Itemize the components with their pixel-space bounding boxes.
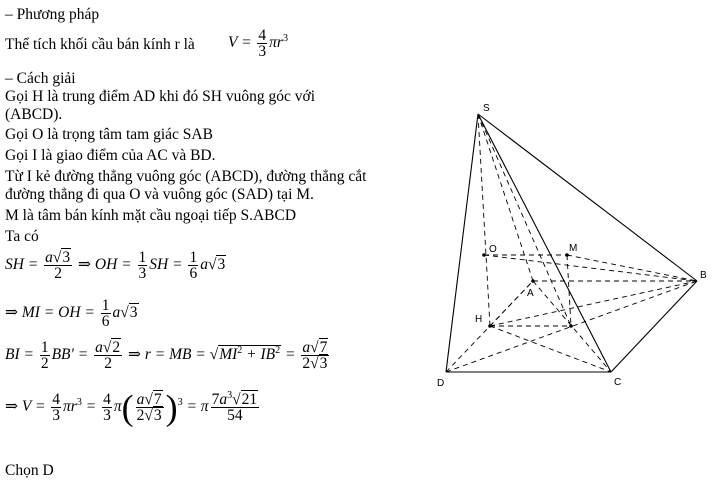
volume-formula: V = $\frac{4}{3}$ $\pi r^3$ [228,27,288,60]
step-2: Gọi O là trọng tâm tam giác SAB [5,126,213,143]
step-1a: Gọi H là trung điểm AD khi đó SH vuông góc với [5,88,315,105]
line-sh [478,114,490,326]
line-si [478,114,571,326]
step-4a: Từ I kẻ đường thẳng vuông góc (ABCD), đường thẳng cắt [5,168,367,185]
label-o: O [489,244,497,255]
label-s: S [483,103,490,114]
label-d: D [437,378,445,389]
point-h [488,324,492,328]
point-o [482,253,486,257]
heading-solution: – Cách giải [5,70,76,87]
edge-sa [478,114,533,281]
volume-intro: Thể tích khối cầu bán kính r là [5,36,195,53]
step-5: M là tâm bán kính mặt cầu ngoại tiếp S.ABCD [5,207,297,224]
edge-sb [478,114,697,281]
point-i [569,324,573,328]
answer: Chọn D [5,462,54,479]
ta-co: Ta có [5,228,39,245]
edge-sc [478,114,611,372]
equation-mi: ⇒ MI = OH = $\frac{1}{6}$ a√3 [5,297,138,330]
heading-method: – Phương pháp [5,6,100,23]
line-ob [484,255,697,281]
edge-sd [446,114,478,372]
step-4b: đường thẳng đi qua O và vuông góc (SAD) tại M. [5,186,314,203]
edge-cb [611,281,697,372]
point-a [531,279,535,283]
step-3: Gọi I là giao điểm của AC và BD. [5,147,216,164]
line-hb [490,281,697,326]
pyramid-figure [425,95,715,395]
label-c: C [614,377,622,388]
label-m: M [569,243,578,254]
equation-volume: ⇒ V = $\frac{4}{3}$ $\pi r^3$ = $\frac{4}{3}$ π( $\frac{a√7}{2√3}$ )$^3$ = π $\frac{7a^3√21}{54}$ [5,387,258,428]
label-h: H [475,314,483,325]
step-1b: (ABCD). [5,106,63,123]
equation-sh-oh: SH = $\frac{a√3}{2}$ ⇒ OH = $\frac{1}{3}$ SH = $\frac{1}{6}$ a√3 [5,249,226,282]
label-b: B [700,270,707,281]
line-mb [567,255,697,281]
label-a: A [527,288,534,299]
equation-bi-r: BI = $\frac{1}{2}$ BB' = $\frac{a√2}{2}$ ⇒ r = MB = $√MI^2 + IB^2$ = $\frac{a√7}{2√3}$ [5,339,328,372]
